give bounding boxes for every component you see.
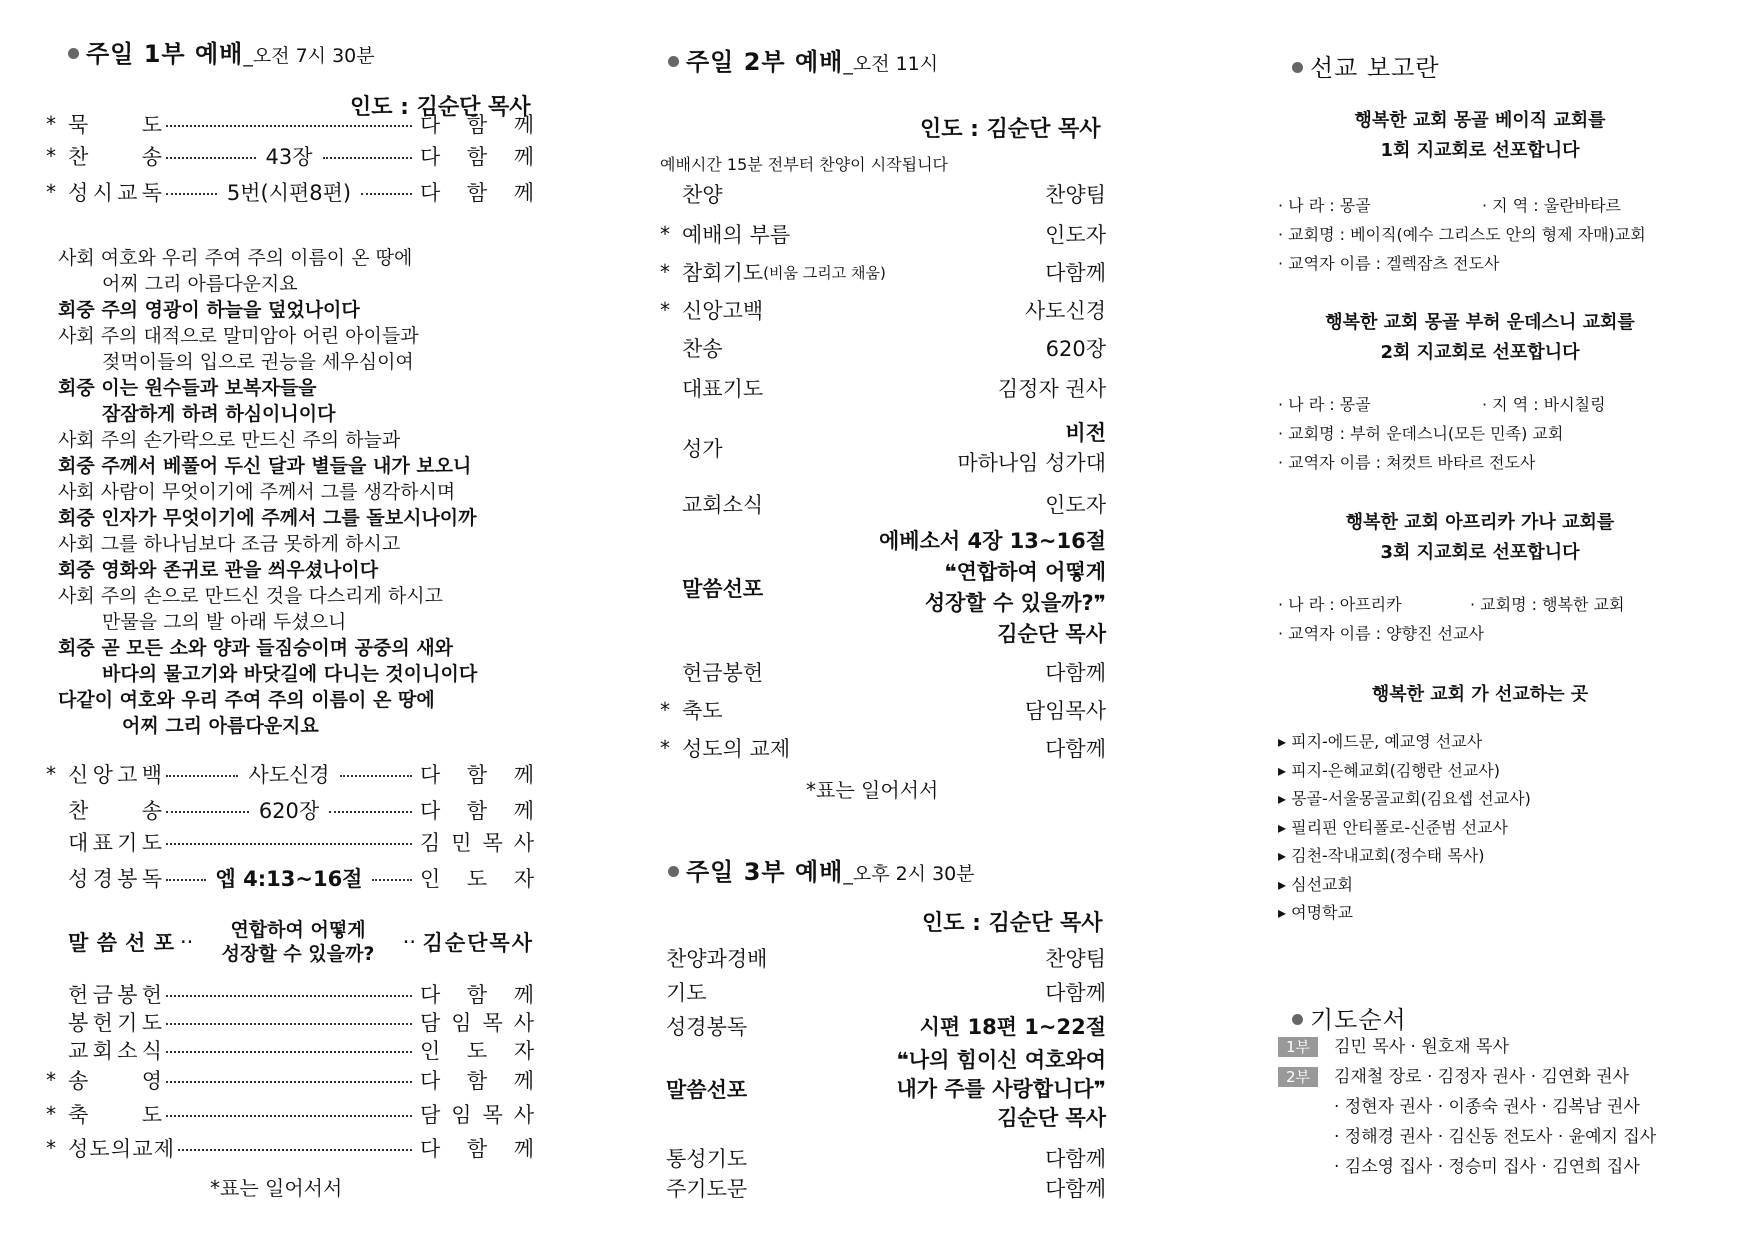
stand-mark: * bbox=[660, 222, 670, 246]
responsive-line: 사회 주의 손가락으로 만드신 주의 하늘과 bbox=[58, 429, 401, 451]
sermon-row: 말 씀 선 포 ·· 연합하여 어떻게 성장할 수 있을까? ·· 김순단목사 bbox=[68, 919, 534, 965]
order-label: 신앙고백 bbox=[682, 299, 764, 323]
sermon-preacher: 김순단목사 bbox=[422, 931, 534, 955]
order-row bbox=[46, 862, 534, 894]
order-label: 찬양 bbox=[682, 183, 723, 207]
responsive-line: 잠잠하게 하려 하심이니이다 bbox=[102, 403, 336, 425]
block1-minister: · 교역자 이름 : 겔렉잠츠 전도사 bbox=[1278, 254, 1500, 273]
order-label: 묵 도 bbox=[68, 113, 162, 137]
order-assignee: 인 도 자 bbox=[420, 1039, 534, 1063]
prayer-row bbox=[1334, 1122, 1656, 1147]
order-assignee: 다 함 께 bbox=[420, 983, 534, 1007]
order-assignee: 김 민 목 사 bbox=[420, 831, 534, 855]
order-row bbox=[660, 294, 1106, 326]
order-assignee: 담 임 목 사 bbox=[420, 1011, 534, 1035]
service1-footnote: *표는 일어서서 bbox=[210, 1176, 343, 1200]
block3-country: · 나 라 : 아프리카 bbox=[1278, 595, 1402, 614]
order-row bbox=[660, 218, 1106, 250]
order-row bbox=[660, 656, 1106, 688]
order-row bbox=[46, 1098, 534, 1130]
order-label: 축도 bbox=[682, 699, 723, 723]
mission-place: ▸ 여명학교 bbox=[1278, 903, 1353, 922]
order-label: 신 앙 고 백 bbox=[68, 763, 162, 787]
order-label: 성 도 의 교 제 bbox=[68, 1137, 174, 1161]
order-row bbox=[666, 942, 1106, 974]
block1-church: · 교회명 : 베이직(예수 그리스도 안의 형제 자매)교회 bbox=[1278, 225, 1646, 244]
service2-title bbox=[668, 42, 938, 77]
order-row bbox=[660, 332, 1106, 364]
order-row bbox=[666, 1010, 1106, 1042]
sermon2-passage: 에베소서 4장 13~16절 bbox=[879, 529, 1106, 553]
mission-place: ▸ 심선교회 bbox=[1278, 874, 1353, 894]
mission-block1-head bbox=[1260, 106, 1700, 166]
prayer-row bbox=[1334, 1152, 1640, 1177]
order-row bbox=[46, 758, 534, 790]
order-assignee: 다함께 bbox=[1045, 661, 1106, 685]
sermon3-label: 말씀선포 bbox=[666, 1078, 748, 1102]
order-row bbox=[46, 1132, 534, 1164]
order-assignee: 다 함 께 bbox=[420, 763, 534, 787]
order-label: 찬 송 bbox=[68, 799, 162, 823]
prayer-names: · 정현자 권사 · 이종숙 권사 · 김복남 권사 bbox=[1334, 1097, 1640, 1117]
mission-places-title: 행복한 교회 가 선교하는 곳 bbox=[1371, 684, 1589, 705]
mission-block1-head2: 1회 지교회로 선포합니다 bbox=[1380, 140, 1580, 161]
mission-block3-head1: 행복한 교회 아프리카 가나 교회를 bbox=[1345, 512, 1615, 533]
order-row bbox=[660, 732, 1106, 764]
responsive-line: 사회 여호와 우리 주여 주의 이름이 온 땅에 bbox=[58, 247, 413, 269]
sermon2-title1: ❝연합하여 어떻게 bbox=[944, 560, 1106, 584]
sermon2-title2: 성장할 수 있을까?❞ bbox=[924, 591, 1106, 615]
responsive-line: 사회 주의 대적으로 말미암아 어린 아이들과 bbox=[58, 325, 419, 347]
order-assignee: 담 임 목 사 bbox=[420, 1103, 534, 1127]
mission-place: ▸ 김천-작내교회(정수태 목사) bbox=[1278, 846, 1485, 865]
choir-row bbox=[660, 418, 1106, 478]
prayer-title bbox=[1292, 1000, 1407, 1035]
mission-place: ▸ 피지-에드문, 예교영 선교사 bbox=[1278, 732, 1483, 751]
sermon3-content bbox=[896, 1046, 1106, 1133]
stand-mark: * bbox=[46, 1136, 56, 1160]
service2-name: 주일 2부 예배 bbox=[686, 48, 844, 76]
order-assignee: 담임목사 bbox=[1024, 699, 1106, 723]
service1-title bbox=[68, 34, 375, 69]
responsive-line: 어찌 그리 아름다운지요 bbox=[122, 715, 319, 737]
block2-region: · 지 역 : 바시칠링 bbox=[1482, 395, 1606, 414]
order-label: 성 시 교 독 bbox=[68, 181, 162, 205]
order-label: 대 표 기 도 bbox=[68, 831, 162, 855]
choir-title: 비전 bbox=[1065, 421, 1106, 445]
order-assignee: 찬양팀 bbox=[1045, 947, 1106, 971]
responsive-line: 회중 인자가 무엇이기에 주께서 그를 돌보시나이까 bbox=[58, 507, 477, 529]
sermon-label: 말 씀 선 포 bbox=[68, 931, 174, 955]
order-row bbox=[46, 1064, 534, 1096]
order-row bbox=[660, 178, 1106, 210]
order-row bbox=[46, 1034, 534, 1066]
order-label: 주기도문 bbox=[666, 1177, 748, 1201]
order-label: 통성기도 bbox=[666, 1147, 748, 1171]
stand-mark: * bbox=[46, 144, 56, 168]
order-label: 헌 금 봉 헌 bbox=[68, 983, 162, 1007]
order-assignee: 다 함 께 bbox=[420, 145, 534, 169]
responsive-line: 다같이 여호와 우리 주여 주의 이름이 온 땅에 bbox=[58, 689, 435, 711]
order-assignee: 다함께 bbox=[1045, 1177, 1106, 1201]
order-row bbox=[46, 108, 534, 140]
order-assignee: 다 함 께 bbox=[420, 1069, 534, 1093]
responsive-line: 사회 주의 손으로 만드신 것을 다스리게 하시고 bbox=[58, 585, 443, 607]
block3-minister: · 교역자 이름 : 양향진 선교사 bbox=[1278, 624, 1484, 643]
prayer-names: · 정해경 권사 · 김신동 전도사 · 윤예지 집사 bbox=[1334, 1127, 1657, 1147]
order-detail: 620장 bbox=[253, 795, 325, 825]
service3-time: _오후 2시 30분 bbox=[843, 863, 975, 885]
block1-region: · 지 역 : 울란바타르 bbox=[1482, 196, 1622, 215]
responsive-line: 젖먹이들의 입으로 권능을 세우심이여 bbox=[102, 351, 414, 373]
mission-block3-head bbox=[1260, 508, 1700, 568]
prayer-row bbox=[1334, 1092, 1640, 1117]
service2-time: _오전 11시 bbox=[843, 53, 939, 75]
order-row bbox=[46, 140, 534, 172]
bullet-icon bbox=[68, 48, 79, 59]
mission-block2-head1: 행복한 교회 몽골 부허 운데스니 교회를 bbox=[1325, 312, 1635, 333]
block2-church: · 교회명 : 부허 운데스니(모든 민족) 교회 bbox=[1278, 424, 1564, 443]
block2-country: · 나 라 : 몽골 bbox=[1278, 395, 1371, 414]
mission-block2-head2: 2회 지교회로 선포합니다 bbox=[1380, 342, 1580, 363]
order-assignee: 김정자 권사 bbox=[997, 377, 1106, 401]
order-assignee: 다함께 bbox=[1045, 981, 1106, 1005]
order-label: 예배의 부름 bbox=[682, 223, 791, 247]
sermon-title bbox=[193, 918, 402, 966]
order-assignee: 620장 bbox=[1045, 337, 1106, 361]
order-label: 축 도 bbox=[68, 1103, 162, 1127]
service3-leader: 인도 : 김순단 목사 bbox=[922, 911, 1103, 936]
order-assignee: 다 함 께 bbox=[420, 113, 534, 137]
prayer-title-text: 기도순서 bbox=[1310, 1006, 1407, 1034]
prayer-row bbox=[1278, 1032, 1509, 1057]
mission-place: ▸ 피지-은혜교회(김행란 선교사) bbox=[1278, 760, 1500, 780]
order-row bbox=[666, 976, 1106, 1008]
responsive-line: 바다의 물고기와 바닷길에 다니는 것이니이다 bbox=[102, 663, 478, 685]
service1-name: 주일 1부 예배 bbox=[86, 40, 244, 68]
order-assignee: 다함께 bbox=[1045, 1147, 1106, 1171]
stand-mark: * bbox=[46, 1102, 56, 1126]
block1-country: · 나 라 : 몽골 bbox=[1278, 196, 1371, 215]
news-value: 인도자 bbox=[1045, 493, 1106, 517]
order-assignee: 인도자 bbox=[1045, 223, 1106, 247]
service1-time: _오전 7시 30분 bbox=[243, 45, 375, 67]
responsive-reading bbox=[58, 245, 477, 739]
order-label: 기도 bbox=[666, 981, 707, 1005]
prayer-tag: 1부 bbox=[1278, 1037, 1318, 1057]
order-row bbox=[46, 826, 534, 858]
order-label-note: (비움 그리고 채움) bbox=[763, 263, 886, 282]
sermon2-row bbox=[660, 526, 1106, 650]
sermon2-content bbox=[879, 526, 1106, 650]
service1-leader: 인도 : 김순단 목사 bbox=[350, 95, 531, 120]
order-label: 성도의 교제 bbox=[682, 737, 791, 761]
order-assignee: 다함께 bbox=[1045, 737, 1106, 761]
responsive-line: 회중 이는 원수들과 보복자들을 bbox=[58, 377, 317, 399]
order-assignee: 사도신경 bbox=[1024, 299, 1106, 323]
order-label: 찬송 bbox=[682, 337, 723, 361]
order-label: 찬양과경배 bbox=[666, 947, 768, 971]
sermon2-preacher: 김순단 목사 bbox=[997, 622, 1106, 646]
sermon-title-line2: 성장할 수 있을까? bbox=[221, 943, 375, 965]
responsive-line: 회중 주께서 베풀어 두신 달과 별들을 내가 보오니 bbox=[58, 455, 472, 477]
mission-block3-head2: 3회 지교회로 선포합니다 bbox=[1380, 542, 1580, 563]
order-assignee: 인 도 자 bbox=[420, 867, 534, 891]
prayer-names: 김재철 장로 · 김정자 권사 · 김연화 권사 bbox=[1334, 1067, 1630, 1087]
prayer-tag: 2부 bbox=[1278, 1067, 1318, 1087]
order-label: 성경봉독 bbox=[666, 1015, 748, 1039]
prayer-names: · 김소영 집사 · 정승미 집사 · 김연희 집사 bbox=[1334, 1157, 1640, 1177]
order-assignee: 다 함 께 bbox=[420, 799, 534, 823]
service3-title bbox=[668, 852, 975, 887]
bullet-icon bbox=[1292, 62, 1303, 73]
stand-mark: * bbox=[46, 762, 56, 786]
sermon3-title1: ❝나의 힘이신 여호와여 bbox=[896, 1047, 1106, 1072]
order-row bbox=[660, 372, 1106, 404]
order-assignee: 다 함 께 bbox=[420, 181, 534, 205]
responsive-line: 만물을 그의 발 아래 두셨으니 bbox=[102, 611, 347, 633]
sermon-title-line1: 연합하여 어떻게 bbox=[230, 919, 366, 941]
order-label: 찬 송 bbox=[68, 145, 162, 169]
responsive-line: 사회 사람이 무엇이기에 주께서 그를 생각하시며 bbox=[58, 481, 456, 503]
bullet-icon bbox=[668, 56, 679, 67]
stand-mark: * bbox=[46, 1068, 56, 1092]
order-row bbox=[46, 794, 534, 826]
prayer-row bbox=[1278, 1062, 1629, 1087]
responsive-line: 회중 주의 영광이 하늘을 덮었나이다 bbox=[58, 299, 360, 321]
responsive-line: 어찌 그리 아름다운지요 bbox=[102, 273, 298, 295]
stand-mark: * bbox=[660, 298, 670, 322]
news-label: 교회소식 bbox=[682, 493, 764, 517]
mission-place: ▸ 몽골-서울몽골교회(김요셉 선교사) bbox=[1278, 789, 1531, 808]
mission-block2-head bbox=[1260, 308, 1700, 368]
bullet-icon bbox=[668, 866, 679, 877]
block2-minister: · 교역자 이름 : 쳐컷트 바타르 전도사 bbox=[1278, 453, 1536, 472]
stand-mark: * bbox=[660, 698, 670, 722]
bullet-icon bbox=[1292, 1014, 1303, 1025]
order-row bbox=[666, 1172, 1106, 1204]
responsive-line: 회중 영화와 존귀로 관을 씌우셨나이다 bbox=[58, 559, 379, 581]
order-label: 대표기도 bbox=[682, 377, 764, 401]
service2-leader: 인도 : 김순단 목사 bbox=[920, 117, 1101, 142]
order-row bbox=[660, 694, 1106, 726]
choir-label: 성가 bbox=[682, 437, 723, 461]
mission-title bbox=[1292, 48, 1440, 83]
order-assignee: 다 함 께 bbox=[420, 1137, 534, 1161]
mission-place: ▸ 필리핀 안티폴로-신준범 선교사 bbox=[1278, 817, 1508, 837]
stand-mark: * bbox=[46, 112, 56, 136]
sermon3-row bbox=[666, 1044, 1106, 1134]
order-detail: 43장 bbox=[260, 141, 319, 171]
order-label: 성 경 봉 독 bbox=[68, 867, 162, 891]
order-label: 참회기도 bbox=[682, 261, 764, 285]
sermon3-preacher: 김순단 목사 bbox=[997, 1105, 1106, 1130]
order-assignee: 다함께 bbox=[1045, 261, 1106, 285]
stand-mark: * bbox=[46, 180, 56, 204]
stand-mark: * bbox=[660, 260, 670, 284]
order-label: 교 회 소 식 bbox=[68, 1039, 162, 1063]
order-detail: 사도신경 bbox=[242, 759, 335, 789]
order-label: 헌금봉헌 bbox=[682, 661, 764, 685]
choir-name: 마하나임 성가대 bbox=[957, 451, 1106, 475]
order-label: 봉 헌 기 도 bbox=[68, 1011, 162, 1035]
news-row bbox=[660, 488, 1106, 520]
mission-title-text: 선교 보고란 bbox=[1310, 54, 1440, 82]
sermon3-title2: 내가 주를 사랑합니다❞ bbox=[896, 1076, 1106, 1101]
sermon2-label: 말씀선포 bbox=[682, 577, 764, 601]
service2-note: 예배시간 15분 전부터 찬양이 시작됩니다 bbox=[660, 155, 948, 174]
service2-footnote: *표는 일어서서 bbox=[806, 778, 939, 802]
order-row bbox=[46, 176, 534, 208]
order-assignee: 찬양팀 bbox=[1045, 183, 1106, 207]
order-row bbox=[666, 1142, 1106, 1174]
prayer-names: 김민 목사 · 원호재 목사 bbox=[1334, 1037, 1509, 1057]
mission-places-list bbox=[1278, 728, 1531, 928]
stand-mark: * bbox=[660, 736, 670, 760]
order-detail: 5번(시편8편) bbox=[221, 177, 357, 207]
order-detail: 엡 4:13~16절 bbox=[210, 863, 369, 893]
responsive-line: 회중 곧 모든 소와 양과 들짐승이며 공중의 새와 bbox=[58, 637, 454, 659]
order-assignee: 시편 18편 1~22절 bbox=[919, 1015, 1106, 1039]
order-label: 송 영 bbox=[68, 1069, 162, 1093]
block3-church: · 교회명 : 행복한 교회 bbox=[1470, 595, 1625, 614]
responsive-line: 사회 그를 하나님보다 조금 못하게 하시고 bbox=[58, 533, 401, 555]
order-row bbox=[660, 256, 1106, 288]
service3-name: 주일 3부 예배 bbox=[686, 858, 844, 886]
mission-block1-head1: 행복한 교회 몽골 베이직 교회를 bbox=[1354, 110, 1606, 131]
